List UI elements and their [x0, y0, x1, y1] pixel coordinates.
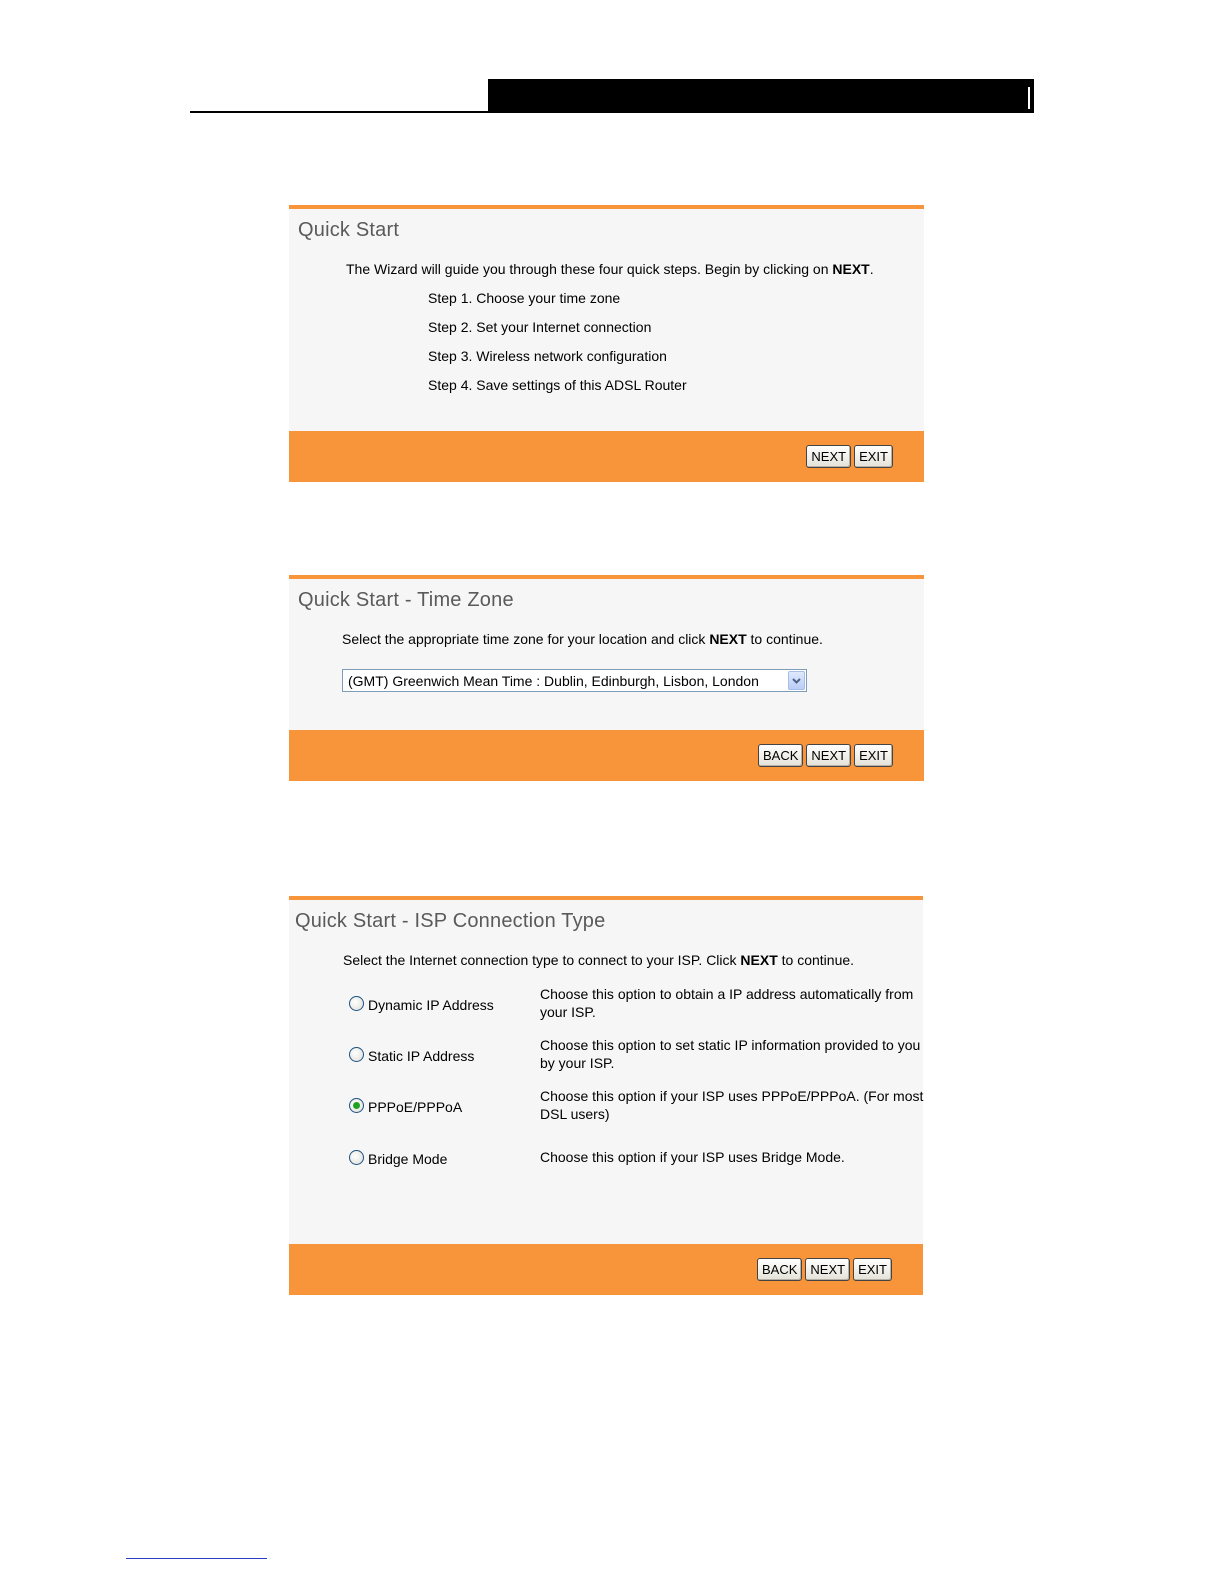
- step-1-text: Step 1. Choose your time zone: [428, 290, 621, 306]
- next-button[interactable]: NEXT: [805, 1258, 850, 1281]
- radio-pppoe-pppoa[interactable]: [349, 1098, 364, 1113]
- document-header-bar: [488, 79, 1034, 113]
- intro-text-prefix: The Wizard will guide you through these four quick steps. Begin by clicking on: [346, 261, 833, 277]
- option-desc-pppoe-pppoa: Choose this option if your ISP uses PPPoE/PPPoA. (For most DSL users): [540, 1088, 924, 1122]
- timezone-select[interactable]: [342, 669, 807, 692]
- page-title: Quick Start: [298, 219, 400, 241]
- back-button[interactable]: BACK: [757, 1258, 802, 1281]
- step-2-text: Step 2. Set your Internet connection: [428, 319, 652, 335]
- exit-button[interactable]: EXIT: [853, 1258, 892, 1281]
- option-desc-dynamic-ip: Choose this option to obtain a IP address automatically from your ISP.: [540, 986, 914, 1020]
- page-title: Quick Start - Time Zone: [298, 589, 514, 611]
- intro-text-bold: NEXT: [740, 952, 778, 968]
- intro-text: [342, 631, 823, 647]
- step-3-text: Step 3. Wireless network configuration: [428, 348, 667, 364]
- panel-footer: [289, 730, 924, 781]
- intro-text: [346, 261, 874, 277]
- option-label-dynamic-ip: Dynamic IP Address: [368, 997, 494, 1013]
- next-button[interactable]: NEXT: [806, 445, 851, 468]
- radio-bridge-mode[interactable]: [349, 1150, 364, 1165]
- button-group: [757, 1258, 892, 1281]
- next-button[interactable]: NEXT: [806, 744, 851, 767]
- panel-top-border: [289, 896, 923, 900]
- exit-button[interactable]: EXIT: [854, 445, 893, 468]
- isp-connection-panel: [289, 896, 923, 1295]
- intro-text-suffix: to continue.: [777, 952, 855, 968]
- radio-static-ip[interactable]: [349, 1047, 364, 1062]
- header-bar-mark: [1028, 87, 1030, 109]
- intro-text: [343, 952, 854, 968]
- quick-start-panel: [289, 205, 924, 482]
- back-button[interactable]: BACK: [758, 744, 803, 767]
- intro-text-suffix: to continue.: [746, 631, 823, 647]
- option-desc-static-ip: Choose this option to set static IP information provided to you by your ISP.: [540, 1037, 921, 1071]
- panel-footer: [289, 431, 924, 482]
- page-title: Quick Start - ISP Connection Type: [295, 910, 606, 932]
- intro-text-bold: NEXT: [709, 631, 747, 647]
- option-label-bridge-mode: Bridge Mode: [368, 1151, 448, 1167]
- intro-text-bold: NEXT: [832, 261, 870, 277]
- intro-text-prefix: Select the appropriate time zone for your location and click: [342, 631, 710, 647]
- intro-text-prefix: Select the Internet connection type to connect to your ISP. Click: [343, 952, 741, 968]
- exit-button[interactable]: EXIT: [854, 744, 893, 767]
- option-label-static-ip: Static IP Address: [368, 1048, 475, 1064]
- panel-top-border: [289, 575, 924, 579]
- panel-footer: [289, 1244, 923, 1295]
- radio-dynamic-ip[interactable]: [349, 996, 364, 1011]
- chevron-down-icon[interactable]: [788, 671, 805, 690]
- option-label-pppoe-pppoa: PPPoE/PPPoA: [368, 1099, 463, 1115]
- option-desc-bridge-mode: Choose this option if your ISP uses Bridge Mode.: [540, 1149, 845, 1165]
- document-header-rule: [190, 111, 1034, 113]
- button-group: [806, 445, 893, 468]
- document-footer-rule: [126, 1558, 267, 1559]
- button-group: [758, 744, 893, 767]
- time-zone-panel: [289, 575, 924, 781]
- step-4-text: Step 4. Save settings of this ADSL Router: [428, 377, 687, 393]
- panel-top-border: [289, 205, 924, 209]
- intro-text-suffix: .: [869, 261, 874, 277]
- timezone-selected-value: (GMT) Greenwich Mean Time : Dublin, Edinburgh, Lisbon, London: [348, 673, 759, 689]
